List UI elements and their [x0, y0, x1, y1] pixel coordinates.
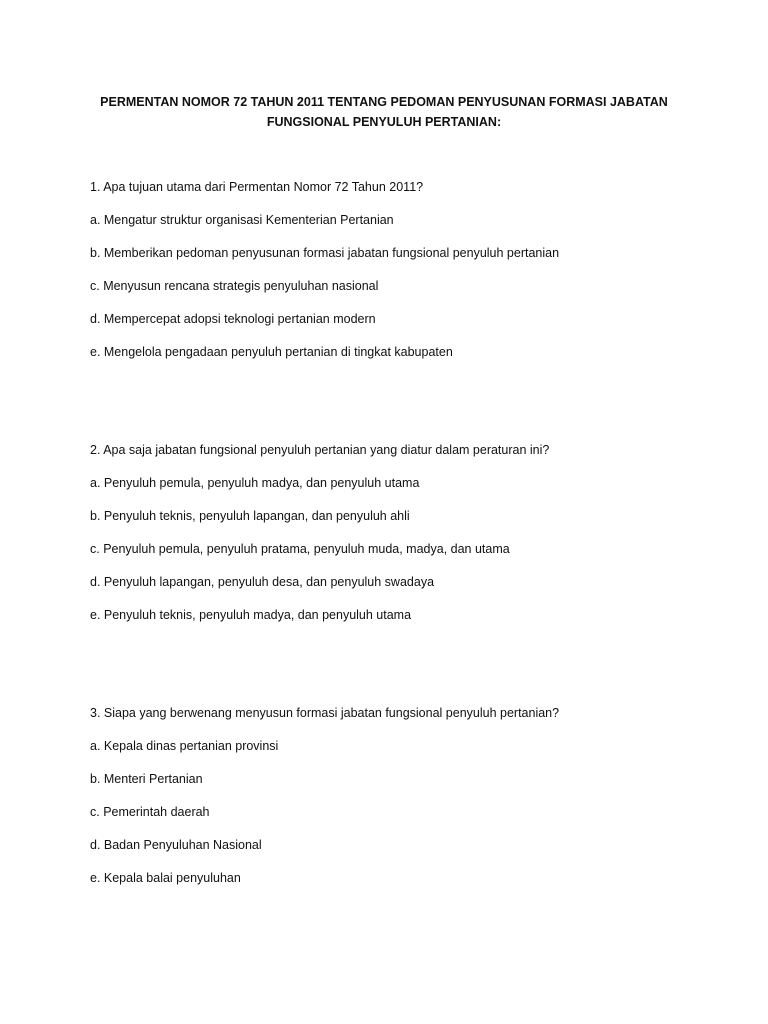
question-2-option-b: b. Penyuluh teknis, penyuluh lapangan, dan penyuluh ahli	[90, 509, 410, 523]
question-1-option-c: c. Menyusun rencana strategis penyuluhan nasional	[90, 279, 379, 293]
question-2-option-a: a. Penyuluh pemula, penyuluh madya, dan penyuluh utama	[90, 476, 420, 490]
question-1-option-e: e. Mengelola pengadaan penyuluh pertanian di tingkat kabupaten	[90, 345, 453, 359]
question-3-option-e: e. Kepala balai penyuluhan	[90, 871, 241, 885]
question-3-option-c: c. Pemerintah daerah	[90, 805, 210, 819]
question-2-option-c: c. Penyuluh pemula, penyuluh pratama, penyuluh muda, madya, dan utama	[90, 542, 510, 556]
question-2-option-d: d. Penyuluh lapangan, penyuluh desa, dan penyuluh swadaya	[90, 575, 435, 589]
question-1-option-d: d. Mempercepat adopsi teknologi pertanian modern	[90, 312, 376, 326]
question-1: 1. Apa tujuan utama dari Permentan Nomor 72 Tahun 2011?	[90, 180, 424, 194]
document-title-line-2: FUNGSIONAL PENYULUH PERTANIAN:	[266, 115, 502, 129]
question-2-option-e: e. Penyuluh teknis, penyuluh madya, dan penyuluh utama	[90, 608, 412, 622]
question-2: 2. Apa saja jabatan fungsional penyuluh pertanian yang diatur dalam peraturan ini?	[90, 443, 550, 457]
question-3-option-d: d. Badan Penyuluhan Nasional	[90, 838, 262, 852]
question-1-option-a: a. Mengatur struktur organisasi Kementerian Pertanian	[90, 213, 394, 227]
question-3: 3. Siapa yang berwenang menyusun formasi jabatan fungsional penyuluh pertanian?	[90, 706, 560, 720]
question-3-option-a: a. Kepala dinas pertanian provinsi	[90, 739, 279, 753]
question-1-option-b: b. Memberikan pedoman penyusunan formasi jabatan fungsional penyuluh pertanian	[90, 246, 560, 260]
question-3-option-b: b. Menteri Pertanian	[90, 772, 203, 786]
document-title-line-1: PERMENTAN NOMOR 72 TAHUN 2011 TENTANG PEDOMAN PENYUSUNAN FORMASI JABATAN	[100, 95, 668, 109]
